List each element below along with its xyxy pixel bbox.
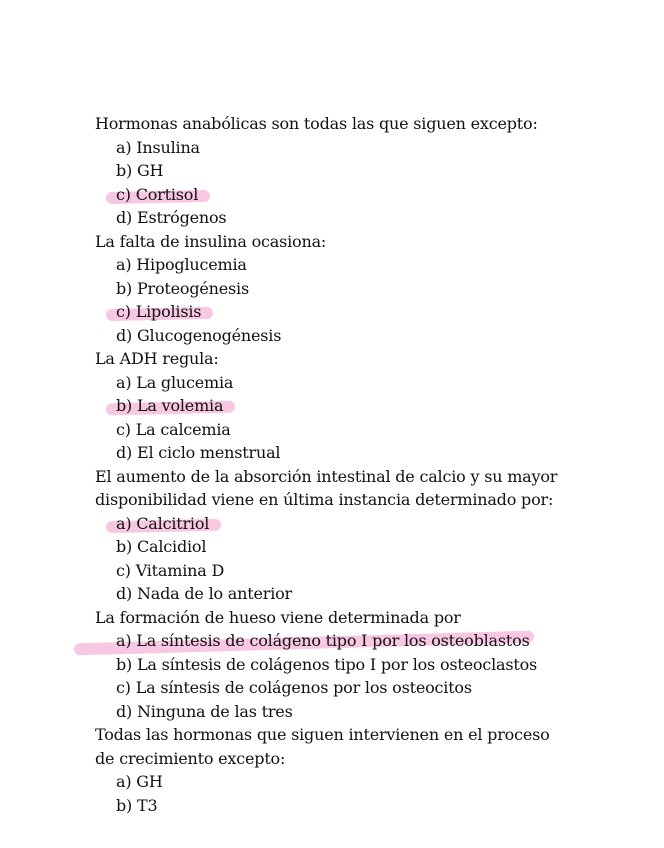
answer-option — [116, 253, 615, 277]
question-text: disponibilidad viene en última instancia determinado por: — [95, 490, 554, 509]
option-wrapper — [116, 324, 281, 348]
option-wrapper — [116, 770, 163, 794]
answer-option-highlighted — [116, 300, 615, 324]
option-wrapper — [116, 136, 200, 160]
answer-option-highlighted — [116, 183, 615, 207]
option-wrapper — [116, 512, 209, 536]
option-text: a) GH — [116, 772, 163, 791]
option-wrapper — [116, 535, 206, 559]
option-text: c) La síntesis de colágenos por los osteocitos — [116, 678, 472, 697]
option-text: d) Glucogenogénesis — [116, 325, 282, 345]
answer-option — [116, 441, 615, 465]
answer-option — [116, 770, 615, 794]
answer-option — [116, 324, 615, 348]
option-text: c) La calcemia — [116, 419, 231, 439]
option-text: a) Hipoglucemia — [116, 255, 247, 274]
option-text: b) T3 — [116, 795, 158, 815]
option-text: c) Cortisol — [116, 184, 199, 204]
option-text: b) La volemia — [116, 396, 224, 415]
answer-option — [116, 159, 615, 183]
option-wrapper — [116, 559, 224, 583]
answer-option — [116, 676, 615, 700]
option-wrapper — [116, 629, 530, 653]
option-wrapper — [116, 700, 293, 724]
option-wrapper — [116, 418, 231, 442]
answer-option-highlighted — [116, 394, 615, 418]
answer-option — [116, 371, 615, 395]
option-text: d) Estrógenos — [116, 208, 227, 227]
answer-option — [116, 653, 615, 677]
option-wrapper — [116, 206, 226, 230]
option-wrapper — [116, 794, 157, 818]
option-wrapper — [116, 183, 198, 207]
option-wrapper — [116, 394, 223, 418]
answer-option-highlighted — [116, 512, 615, 536]
question-text: La formación de hueso viene determinada por — [95, 607, 461, 627]
answer-option — [116, 794, 615, 818]
option-text: c) Lipolisis — [116, 302, 202, 321]
option-text: b) GH — [116, 161, 164, 180]
option-wrapper — [116, 582, 292, 606]
answer-option — [116, 582, 615, 606]
option-text: b) Proteogénesis — [116, 278, 249, 298]
question-text: El aumento de la absorción intestinal de calcio y su mayor — [95, 466, 558, 486]
question-text: de crecimiento excepto: — [95, 748, 286, 768]
option-wrapper — [116, 159, 163, 183]
option-text: b) La síntesis de colágenos tipo I por los osteoclastos — [116, 654, 538, 674]
option-wrapper — [116, 653, 537, 677]
question-text: Todas las hormonas que siguen intervienen en el proceso — [95, 725, 550, 744]
answer-option — [116, 418, 615, 442]
answer-option — [116, 277, 615, 301]
answer-option — [116, 700, 615, 724]
option-text: d) Nada de lo anterior — [116, 584, 292, 603]
option-text: a) Calcitriol — [116, 513, 210, 533]
question-text: La ADH regula: — [95, 349, 219, 368]
question-text: Hormonas anabólicas son todas las que siguen excepto: — [95, 114, 538, 133]
option-wrapper — [116, 300, 201, 324]
option-text: c) Vitamina D — [116, 560, 225, 580]
option-text: d) Ninguna de las tres — [116, 701, 293, 721]
option-wrapper — [116, 253, 247, 277]
answer-option — [116, 559, 615, 583]
option-wrapper — [116, 676, 472, 700]
answer-option — [116, 136, 615, 160]
option-text: d) El ciclo menstrual — [116, 443, 281, 462]
option-wrapper — [116, 441, 280, 465]
answer-option-highlighted — [116, 629, 615, 653]
option-wrapper — [116, 277, 249, 301]
option-text: b) Calcidiol — [116, 537, 207, 556]
question-list — [95, 112, 615, 817]
question-text: La falta de insulina ocasiona: — [95, 231, 327, 251]
option-text: a) La síntesis de colágeno tipo I por los osteoblastos — [116, 631, 530, 650]
option-wrapper — [116, 371, 233, 395]
option-text: a) Insulina — [116, 137, 200, 157]
answer-option — [116, 535, 615, 559]
answer-option — [116, 206, 615, 230]
option-text: a) La glucemia — [116, 372, 234, 392]
